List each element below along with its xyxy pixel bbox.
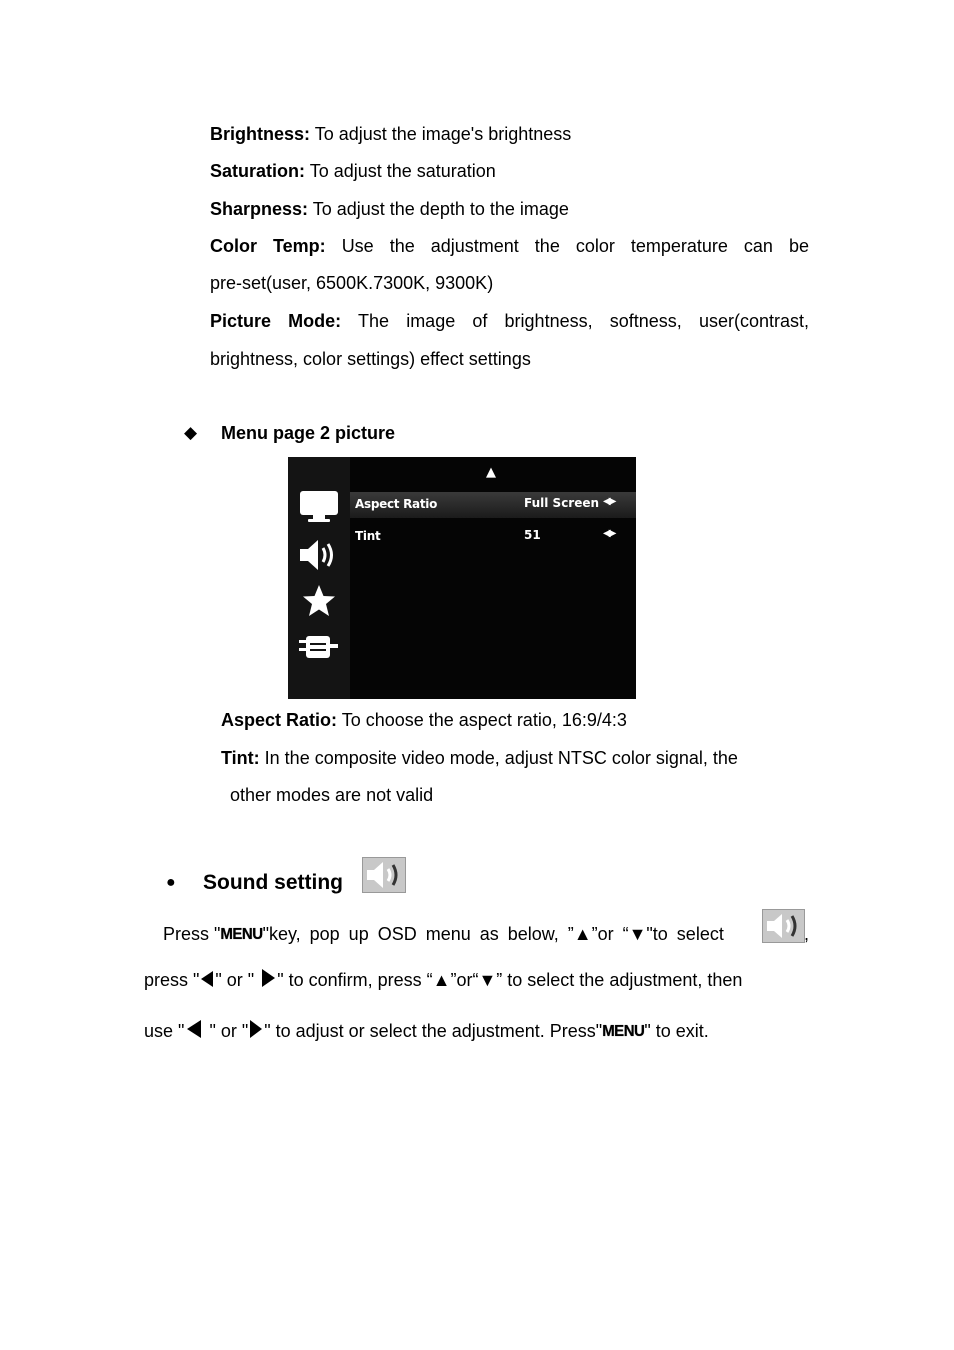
text-fragment: press ": [144, 970, 200, 990]
aspect-ratio-desc: To choose the aspect ratio, 16:9/4:3: [341, 710, 627, 730]
brightness-desc: To adjust the image's brightness: [314, 124, 572, 144]
picture-mode-desc-2: brightness, color settings) effect settings: [210, 349, 531, 369]
color-temp-desc: Use the adjustment the color temperature can be: [341, 236, 809, 256]
tint-desc: In the composite video mode, adjust NTSC color signal, the: [264, 748, 738, 768]
color-temp-desc-2: pre-set(user, 6500K.7300K, 9300K): [210, 273, 494, 293]
right-triangle-icon: [248, 1019, 264, 1039]
saturation-item: [210, 160, 496, 182]
diamond-bullet-icon: ◆: [184, 423, 198, 442]
sharpness-desc: To adjust the depth to the image: [312, 199, 569, 219]
text-fragment: " or ": [209, 1021, 249, 1041]
brightness-item: [210, 123, 571, 145]
sound-heading-icon: [362, 857, 406, 893]
osd-row-value: 51: [524, 528, 541, 542]
color-temp-item: [210, 235, 809, 257]
text-fragment: Press ": [163, 924, 221, 944]
text-fragment: " to exit.: [644, 1021, 709, 1041]
osd-screenshot: [288, 457, 636, 699]
aspect-ratio-term: Aspect Ratio:: [221, 710, 338, 730]
osd-left-right-arrows-icon: ◀▶: [603, 528, 615, 539]
brightness-term: Brightness:: [210, 124, 311, 144]
right-triangle-icon: [259, 968, 277, 988]
osd-row-tint: [350, 524, 636, 550]
aspect-ratio-item: [221, 710, 627, 731]
osd-row-label: Tint: [355, 529, 381, 543]
osd-up-arrow-icon: ▲: [486, 465, 496, 480]
picture-mode-item: [210, 310, 809, 332]
sound-para-line-2: [144, 968, 742, 991]
osd-row-label: Aspect Ratio: [355, 497, 438, 511]
sound-select-icon: [762, 909, 805, 943]
star-icon: [296, 583, 342, 619]
menu-page2-heading: Menu page 2 picture: [221, 423, 396, 443]
left-triangle-icon: [199, 970, 215, 988]
saturation-term: Saturation:: [210, 161, 306, 181]
speaker-icon: [296, 537, 342, 573]
picture-mode-desc: The image of brightness, softness, user(contrast,: [358, 311, 809, 331]
connector-icon: [296, 630, 342, 666]
text-fragment: use ": [144, 1021, 185, 1041]
menu-key-icon: MENU: [220, 925, 263, 944]
tint-item: [221, 748, 738, 769]
sound-para-line-3: [144, 1019, 709, 1042]
tint-desc-2: other modes are not valid: [230, 785, 434, 805]
osd-sidebar: [288, 457, 350, 699]
tint-term: Tint:: [221, 748, 260, 768]
sound-para-line-1: [163, 924, 724, 945]
osd-left-right-arrows-icon: ◀▶: [603, 496, 615, 507]
text-fragment: " to adjust or select the adjustment. Press": [264, 1021, 603, 1041]
text-fragment: " or ": [215, 970, 255, 990]
text-fragment: " to confirm, press “▲”or“▼” to select the adjustment, then: [277, 970, 743, 990]
saturation-desc: To adjust the saturation: [309, 161, 496, 181]
osd-row-value: Full Screen: [524, 496, 600, 510]
sound-setting-heading: Sound setting: [203, 871, 343, 894]
sharpness-item: [210, 198, 569, 220]
color-temp-term: Color Temp:: [210, 236, 326, 256]
round-bullet-icon: ●: [166, 874, 176, 891]
speaker-icon: [362, 857, 406, 893]
speaker-icon: [762, 909, 805, 943]
left-triangle-icon: [184, 1019, 204, 1039]
text-fragment: "key, pop up OSD menu as below, ”▲”or “▼"to select: [262, 924, 724, 944]
menu-key-icon: MENU: [602, 1022, 645, 1041]
osd-row-aspect-ratio: [350, 492, 636, 518]
picture-mode-term: Picture Mode:: [210, 311, 342, 331]
tv-icon: [296, 489, 342, 525]
text-fragment: ,: [804, 924, 810, 944]
sharpness-term: Sharpness:: [210, 199, 309, 219]
